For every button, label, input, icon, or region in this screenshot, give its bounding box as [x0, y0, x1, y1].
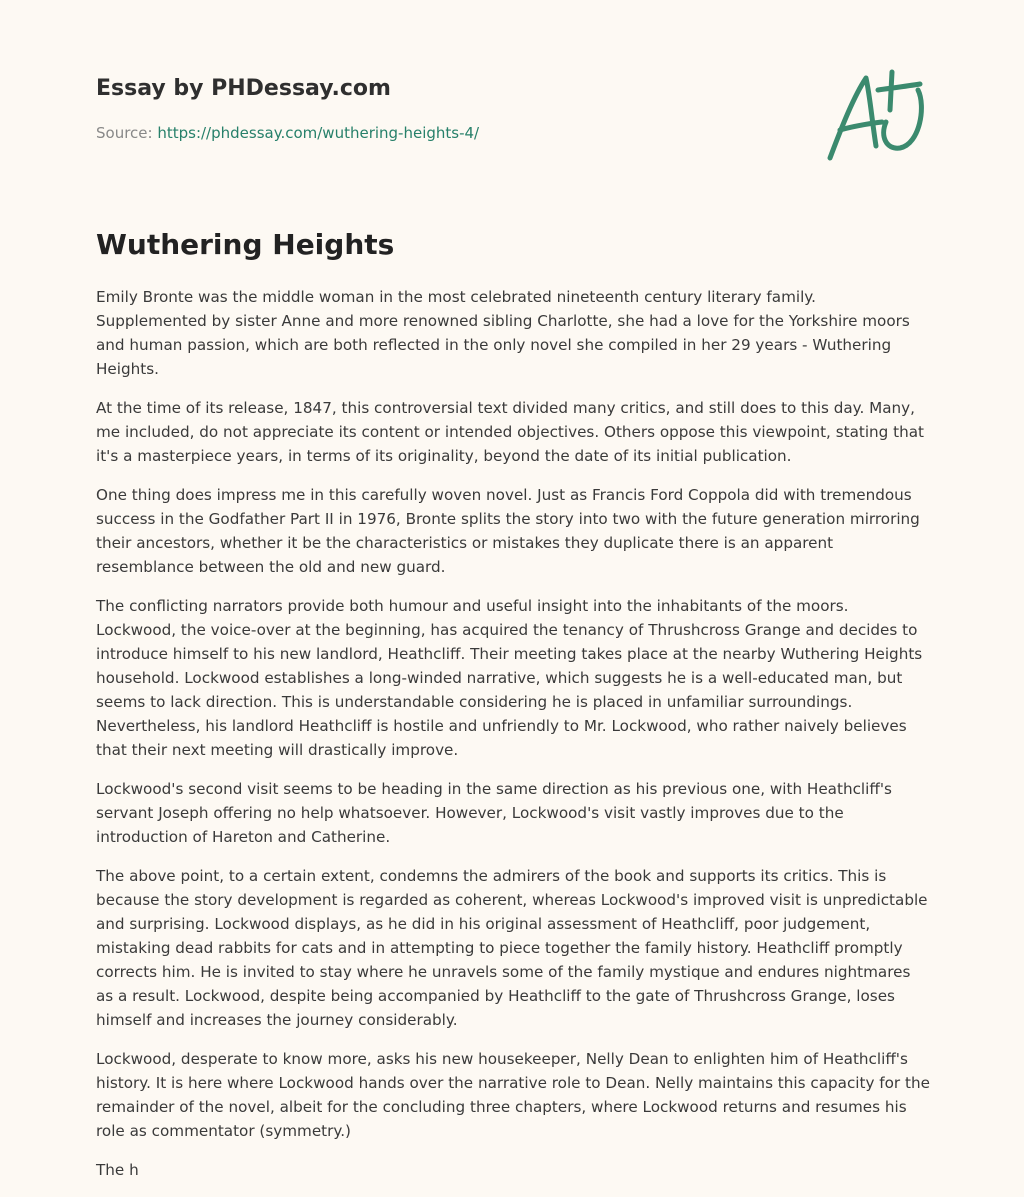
- a-plus-icon: [820, 66, 930, 166]
- source-label: Source:: [96, 124, 158, 142]
- essay-paragraph: Lockwood's second visit seems to be heading in the same direction as his previous one, with Heathcliff's servant Joseph offering no help whatsoever. However, Lockwood's visit vastly improves due to the introduction of Hareton and Catherine.: [96, 780, 892, 846]
- essay-paragraph: Emily Bronte was the middle woman in the most celebrated nineteenth century literary family. Supplemented by sister Anne and more renowned sibling Charlotte, she had a love for the Yorkshire moors and human passion, which are both reflected in the only novel she compiled in her 29 years - Wuthering Heights.: [96, 288, 910, 378]
- source-line: [96, 123, 479, 143]
- essay-paragraph: The above point, to a certain extent, condemns the admirers of the book and supports its critics. This is because the story development is regarded as coherent, whereas Lockwood's improved visit is unpredictable and surprising. Lockwood displays, as he did in his original assessment of Heathcliff, poor judgement, mistaking dead rabbits for cats and in attempting to piece together the family history. Heathcliff promptly corrects him. He is invited to stay where he unravels some of the family mystique and endures nightmares as a result. Lockwood, despite being accompanied by Heathcliff to the gate of Thrushcross Grange, loses himself and increases the journey considerably.: [96, 867, 928, 1029]
- essay-title: Wuthering Heights: [96, 228, 395, 261]
- essay-paragraph: The h: [96, 1161, 139, 1179]
- essay-paragraph: Lockwood, desperate to know more, asks his new housekeeper, Nelly Dean to enlighten him of Heathcliff's history. It is here where Lockwood hands over the narrative role to Dean. Nelly maintains this capacity for the remainder of the novel, albeit for the concluding three chapters, where Lockwood returns and resumes his role as commentator (symmetry.): [96, 1050, 930, 1140]
- essay-paragraph: At the time of its release, 1847, this controversial text divided many critics, and still does to this day. Many, me included, do not appreciate its content or intended objectives. Others oppose this viewpoint, stating that it's a masterpiece years, in terms of its originality, beyond the date of its initial publication.: [96, 399, 924, 465]
- page-header: [96, 74, 696, 104]
- essay-body: [96, 285, 930, 1197]
- essay-paragraph: The conflicting narrators provide both humour and useful insight into the inhabitants of the moors. Lockwood, the voice-over at the beginning, has acquired the tenancy of Thrushcross Grange and decides to introduce himself to his new landlord, Heathcliff. Their meeting takes place at the nearby Wuthering Heights household. Lockwood establishes a long-winded narrative, which suggests he is a well-educated man, but seems to lack direction. This is understandable considering he is placed in unfamiliar surroundings. Nevertheless, his landlord Heathcliff is hostile and unfriendly to Mr. Lockwood, who rather naively believes that their next meeting will drastically improve.: [96, 597, 923, 759]
- source-link[interactable]: https://phdessay.com/wuthering-heights-4/: [157, 124, 480, 142]
- essay-paragraph: One thing does impress me in this carefully woven novel. Just as Francis Ford Coppola did with tremendous success in the Godfather Part II in 1976, Bronte splits the story into two with the future generation mirroring their ancestors, whether it be the characteristics or mistakes they duplicate there is an apparent resemblance between the old and new guard.: [96, 486, 920, 576]
- brand-title: Essay by PHDessay.com: [96, 76, 391, 101]
